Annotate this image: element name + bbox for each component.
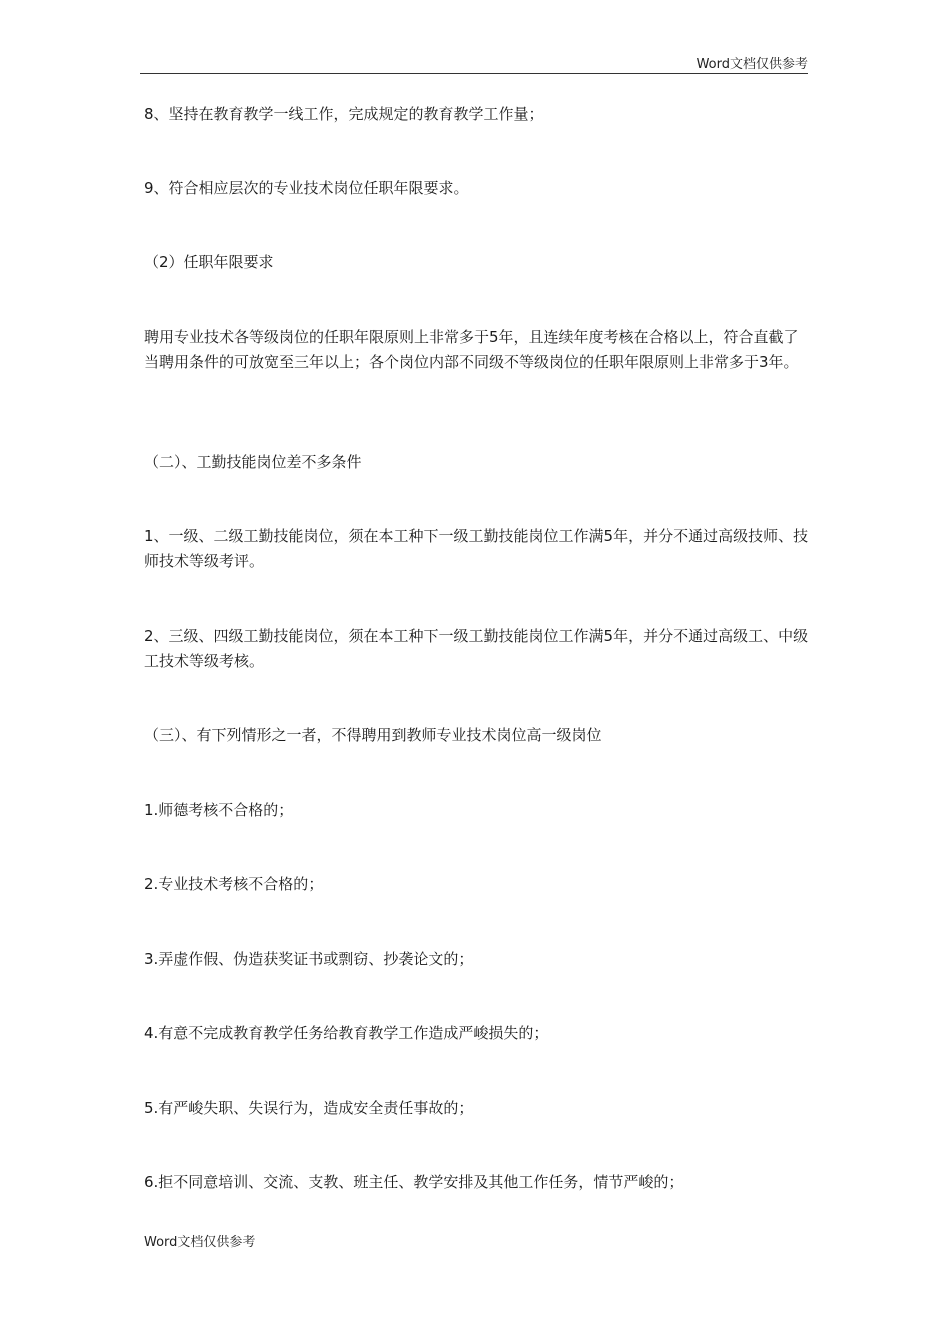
- paragraph-labor-level-3-4: 2、三级、四级工勤技能岗位，须在本工种下一级工勤技能岗位工作满5年，并分不通过高级工、中级工技术等级考核。: [144, 627, 809, 670]
- paragraph-item-8: 8、坚持在教育教学一线工作，完成规定的教育教学工作量；: [144, 105, 544, 123]
- header-text: Word文档仅供参考: [696, 57, 808, 72]
- page-header: [140, 56, 808, 74]
- list-item-6: 6.拒不同意培训、交流、支教、班主任、教学安排及其他工作任务，情节严峻的；: [144, 1173, 684, 1191]
- list-item-2: 2.专业技术考核不合格的；: [144, 875, 324, 893]
- section-heading-tenure: （2）任职年限要求: [144, 253, 274, 271]
- list-item-1: 1.师德考核不合格的；: [144, 801, 294, 819]
- section-heading-disqualifications: （三）、有下列情形之一者，不得聘用到教师专业技术岗位高一级岗位: [144, 726, 602, 744]
- paragraph-item-9: 9、符合相应层次的专业技术岗位任职年限要求。: [144, 179, 469, 197]
- list-item-5: 5.有严峻失职、失误行为，造成安全责任事故的；: [144, 1099, 474, 1117]
- paragraph-tenure-requirements: 聘用专业技术各等级岗位的任职年限原则上非常多于5年，且连续年度考核在合格以上，符合直截了当聘用条件的可放宽至三年以上；各个岗位内部不同级不等级岗位的任职年限原则上非常多于3年。: [144, 328, 799, 371]
- list-item-4: 4.有意不完成教育教学任务给教育教学工作造成严峻损失的；: [144, 1024, 549, 1042]
- section-heading-labor-skills: （二）、工勤技能岗位差不多条件: [144, 453, 362, 471]
- list-item-3: 3.弄虚作假、伪造获奖证书或剽窃、抄袭论文的；: [144, 950, 474, 968]
- page-footer: Word文档仅供参考: [144, 1235, 256, 1250]
- paragraph-labor-level-1-2: 1、一级、二级工勤技能岗位，须在本工种下一级工勤技能岗位工作满5年，并分不通过高级技师、技师技术等级考评。: [144, 527, 809, 570]
